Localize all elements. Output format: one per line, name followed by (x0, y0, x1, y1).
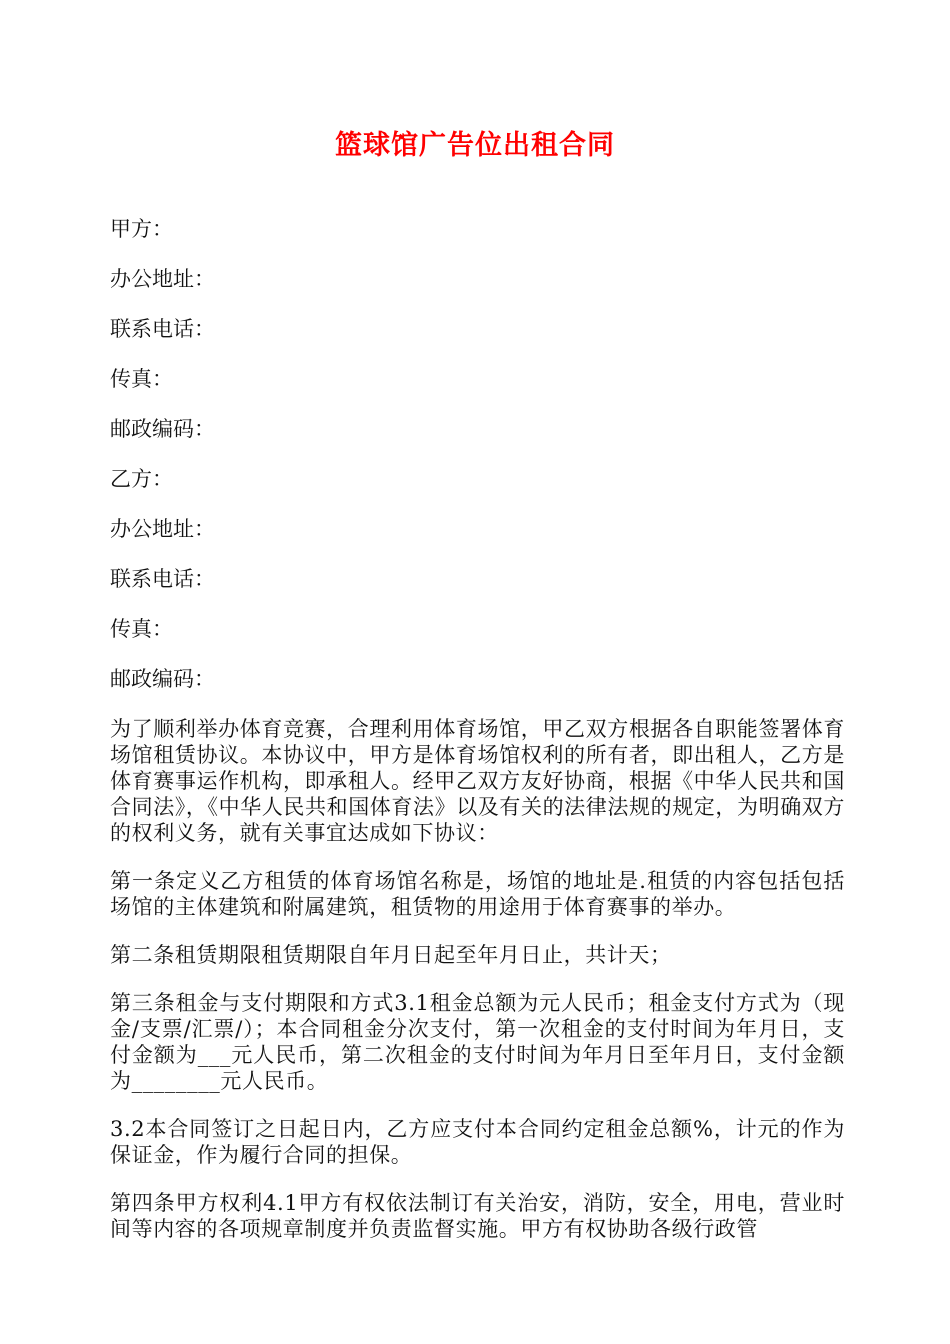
preamble-paragraph: 为了顺利举办体育竞赛，合理利用体育场馆，甲乙双方根据各自职能签署体育场馆租赁协议。本协议中，甲方是体育场馆权利的所有者，即出租人，乙方是体育赛事运作机构，即承租人。经甲乙双方友好协商，根据《中华人民共和国合同法》，《中华人民共和国体育法》以及有关的法律法规的规定，为明确双方的权利义务，就有关事宜达成如下协议： (110, 717, 845, 845)
party-a-fax-label: 传真： (110, 367, 173, 391)
party-b-phone-label: 联系电话： (110, 567, 215, 591)
party-a-phone-label: 联系电话： (110, 317, 215, 341)
party-b-address-label: 办公地址： (110, 517, 215, 541)
document-body (110, 216, 845, 1264)
document-title: 篮球馆广告位出租合同 (335, 130, 615, 161)
article-1-paragraph: 第一条定义乙方租赁的体育场馆名称是，场馆的地址是.租赁的内容包括包括场馆的主体建筑和附属建筑，租赁物的用途用于体育赛事的举办。 (110, 869, 845, 919)
party-a-postcode-label: 邮政编码： (110, 417, 215, 441)
party-a-address-label: 办公地址： (110, 267, 215, 291)
article-2-paragraph: 第二条租赁期限租赁期限自年月日起至年月日止，共计天； (110, 943, 672, 967)
party-b-fax-label: 传真： (110, 617, 173, 641)
party-b-postcode-label: 邮政编码： (110, 667, 215, 691)
party-a-label: 甲方： (110, 217, 173, 241)
party-b-label: 乙方： (110, 467, 173, 491)
article-3-paragraph: 第三条租金与支付期限和方式3.1租金总额为元人民币；租金支付方式为（现金/支票/汇票/）；本合同租金分次支付，第一次租金的支付时间为年月日，支付金额为___元人民币，第二次租金的支付时间为年月日至年月日，支付金额为________元人民币。 (110, 991, 845, 1093)
article-3-2-paragraph: 3.2本合同签订之日起日内，乙方应支付本合同约定租金总额%，计元的作为保证金，作为履行合同的担保。 (110, 1117, 845, 1167)
article-4-paragraph: 第四条甲方权利4.1甲方有权依法制订有关治安，消防，安全，用电，营业时间等内容的各项规章制度并负责监督实施。甲方有权协助各级行政管 (110, 1191, 845, 1241)
